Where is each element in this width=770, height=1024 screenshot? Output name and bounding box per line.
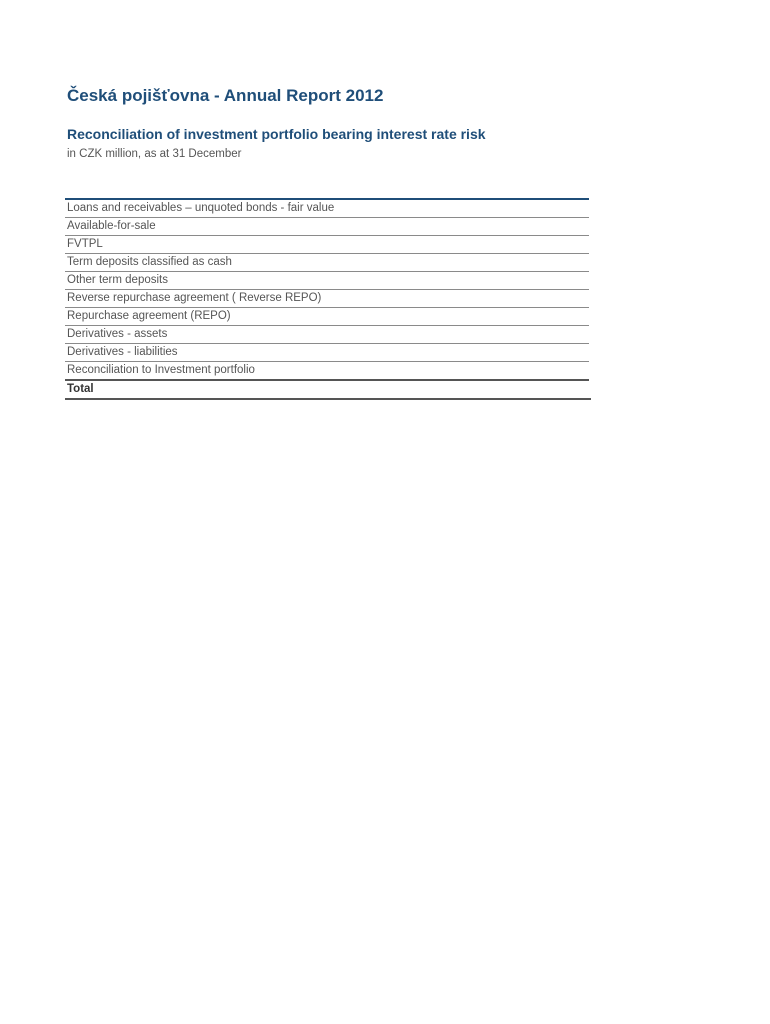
table-row: Reconciliation to Investment portfolio bbox=[65, 362, 589, 381]
table-row: Available-for-sale bbox=[65, 218, 589, 236]
total-row: Total bbox=[65, 381, 591, 400]
section-title: Reconciliation of investment portfolio bearing interest rate risk bbox=[67, 126, 486, 142]
table-row: Derivatives - liabilities bbox=[65, 344, 589, 362]
table-row: Other term deposits bbox=[65, 272, 589, 290]
table-row: Derivatives - assets bbox=[65, 326, 589, 344]
section-subtitle: in CZK million, as at 31 December bbox=[67, 148, 242, 160]
table-row: Repurchase agreement (REPO) bbox=[65, 308, 589, 326]
reconciliation-table bbox=[65, 198, 589, 400]
table-row: Term deposits classified as cash bbox=[65, 254, 589, 272]
page-title: Česká pojišťovna - Annual Report 2012 bbox=[67, 86, 384, 105]
table-row: Reverse repurchase agreement ( Reverse REPO) bbox=[65, 290, 589, 308]
table-row: FVTPL bbox=[65, 236, 589, 254]
table-row: Loans and receivables – unquoted bonds - fair value bbox=[65, 200, 589, 218]
